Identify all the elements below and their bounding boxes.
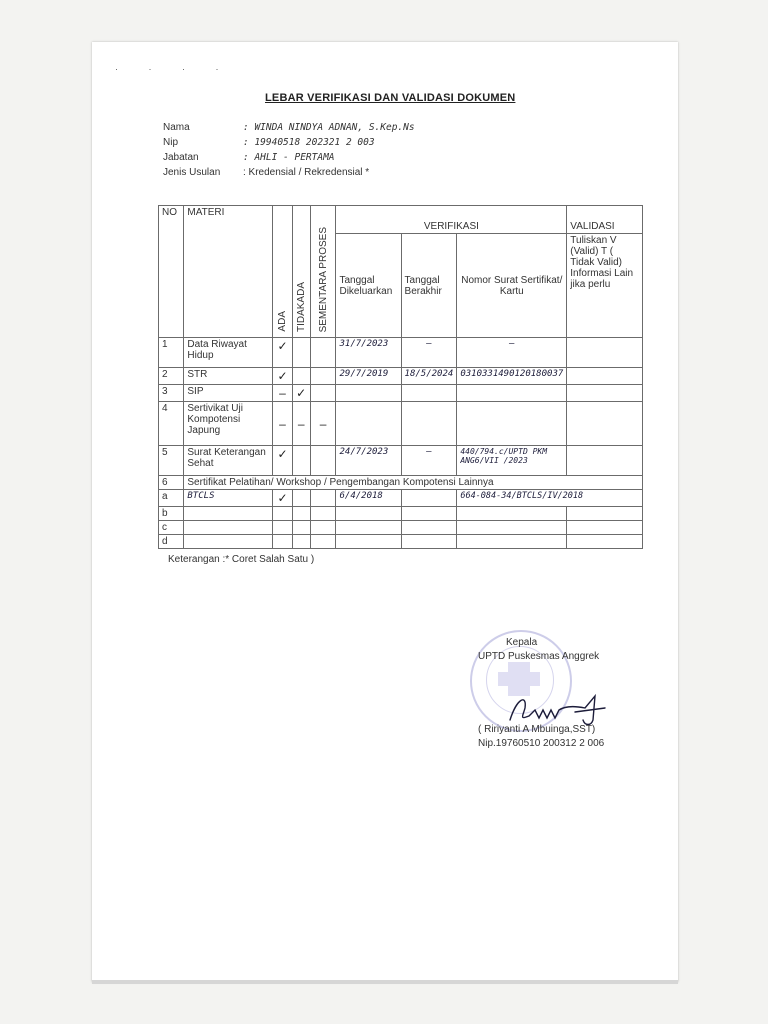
header-nomor: Nomor Surat Sertifikat/ Kartu xyxy=(457,234,567,338)
row-akhir: 18/5/2024 xyxy=(401,368,457,385)
signature-role: Kepala xyxy=(506,637,538,648)
row-tidak: – xyxy=(292,402,310,446)
row-materi: BTCLS xyxy=(184,490,273,507)
row-ada: ✓ xyxy=(273,490,293,507)
row-materi xyxy=(184,521,273,535)
header-sementara-text: SEMENTARA PROSES xyxy=(317,226,329,332)
row-nomor xyxy=(457,402,567,446)
row-materi: Data Riwayat Hidup xyxy=(184,338,273,368)
header-verifikasi: VERIFIKASI xyxy=(336,206,567,234)
row-nomor xyxy=(457,535,567,549)
header-tgl-berakhir: Tanggal Berakhir xyxy=(401,234,457,338)
header-tidakada-text: TIDAKADA xyxy=(295,281,307,332)
page-edge xyxy=(92,980,678,984)
row-ada: ✓ xyxy=(273,338,293,368)
row-materi xyxy=(184,535,273,549)
table-subrow xyxy=(159,490,643,507)
signature-office: UPTD Puskesmas Anggrek xyxy=(478,651,600,662)
row-keluar: 29/7/2019 xyxy=(336,368,401,385)
row-akhir xyxy=(401,521,457,535)
row-proses xyxy=(310,446,336,476)
header-ada xyxy=(273,206,293,338)
table-row xyxy=(159,385,643,402)
row-keluar: 6/4/2018 xyxy=(336,490,401,507)
row-no: 4 xyxy=(159,402,184,446)
info-label: Nip xyxy=(163,137,179,148)
row-proses xyxy=(310,535,336,549)
header-row xyxy=(159,206,643,234)
header-tgl-dikeluarkan: Tanggal Dikeluarkan xyxy=(336,234,401,338)
row-akhir xyxy=(401,507,457,521)
row-keluar xyxy=(336,385,401,402)
row-keluar: 24/7/2023 xyxy=(336,446,401,476)
row-ada xyxy=(273,535,293,549)
row-ada xyxy=(273,507,293,521)
row-proses xyxy=(310,385,336,402)
identity-block xyxy=(163,120,415,180)
row-keluar xyxy=(336,521,401,535)
paper-specks: · · · · xyxy=(115,64,233,74)
table-row xyxy=(159,402,643,446)
row-keluar xyxy=(336,535,401,549)
row-tidak: ✓ xyxy=(292,385,310,402)
row-valid xyxy=(567,368,643,385)
header-ada-text: ADA xyxy=(276,311,288,332)
row-no: 1 xyxy=(159,338,184,368)
row-keluar xyxy=(336,507,401,521)
row-ada: ✓ xyxy=(273,368,293,385)
row-keluar: 31/7/2023 xyxy=(336,338,401,368)
row-materi: Surat Keterangan Sehat xyxy=(184,446,273,476)
footnote: Keterangan :* Coret Salah Satu ) xyxy=(168,554,315,565)
header-materi: MATERI xyxy=(184,206,273,338)
row-ada xyxy=(273,521,293,535)
info-row-jenis-usulan xyxy=(163,165,415,180)
row-materi: Sertivikat Uji Kompotensi Japung xyxy=(184,402,273,446)
header-tidakada xyxy=(292,206,310,338)
row-tidak xyxy=(292,368,310,385)
row-no: b xyxy=(159,507,184,521)
header-validasi-note: Tuliskan V (Valid) T ( Tidak Valid) Informasi Lain jika perlu xyxy=(567,234,643,338)
row-nomor: 440/794.c/UPTD PKM ANG6/VII /2023 xyxy=(457,446,567,476)
row-valid xyxy=(567,338,643,368)
row-tidak xyxy=(292,446,310,476)
row-valid xyxy=(567,521,643,535)
signature-name: ( Ririyanti A Mbuinga,SST) xyxy=(478,724,596,735)
signature-header xyxy=(478,636,599,664)
info-row-nip xyxy=(163,135,415,150)
row-akhir xyxy=(401,535,457,549)
row-nomor xyxy=(457,507,567,521)
document-title: LEBAR VERIFIKASI DAN VALIDASI DOKUMEN xyxy=(265,92,516,104)
row-proses xyxy=(310,521,336,535)
header-sementara xyxy=(310,206,336,338)
info-value: : 19940518 202321 2 003 xyxy=(243,137,375,148)
row-materi: SIP xyxy=(184,385,273,402)
info-row-nama xyxy=(163,120,415,135)
row-no: d xyxy=(159,535,184,549)
row-proses xyxy=(310,490,336,507)
row-proses xyxy=(310,368,336,385)
row-materi xyxy=(184,507,273,521)
row-materi: STR xyxy=(184,368,273,385)
row-ada: – xyxy=(273,385,293,402)
row-valid xyxy=(567,535,643,549)
row-no: 5 xyxy=(159,446,184,476)
row-ada: ✓ xyxy=(273,446,293,476)
info-value: : WINDA NINDYA ADNAN, S.Kep.Ns xyxy=(243,122,415,133)
info-label: Nama xyxy=(163,122,190,133)
signature-nip: Nip.19760510 200312 2 006 xyxy=(478,738,605,749)
row-nomor xyxy=(457,385,567,402)
row-valid xyxy=(567,385,643,402)
row-proses xyxy=(310,507,336,521)
row-proses xyxy=(310,338,336,368)
row-akhir xyxy=(401,402,457,446)
row-tidak xyxy=(292,521,310,535)
info-value: : AHLI - PERTAMA xyxy=(243,152,335,163)
info-label: Jenis Usulan xyxy=(163,167,221,178)
table-subrow xyxy=(159,521,643,535)
row-akhir xyxy=(401,490,457,507)
row-tidak xyxy=(292,338,310,368)
verification-table xyxy=(158,205,643,549)
row-ada: – xyxy=(273,402,293,446)
stamp-emblem xyxy=(498,672,540,686)
row-valid xyxy=(567,402,643,446)
header-validasi: VALIDASI xyxy=(567,206,643,234)
info-label: Jabatan xyxy=(163,152,199,163)
row-nomor xyxy=(457,521,567,535)
table-row xyxy=(159,338,643,368)
row-keluar xyxy=(336,402,401,446)
row-section-title: Sertifikat Pelatihan/ Workshop / Pengembangan Kompotensi Lainnya xyxy=(184,476,643,490)
info-value: : Kredensial / Rekredensial * xyxy=(243,167,370,178)
row-nomor: – xyxy=(457,338,567,368)
row-akhir: – xyxy=(401,446,457,476)
row-tidak xyxy=(292,535,310,549)
table-subrow xyxy=(159,535,643,549)
table-row xyxy=(159,446,643,476)
row-nomor: 664-084-34/BTCLS/IV/2018 xyxy=(457,490,643,507)
row-no: 6 xyxy=(159,476,184,490)
row-proses: – xyxy=(310,402,336,446)
row-no: 3 xyxy=(159,385,184,402)
row-valid xyxy=(567,507,643,521)
row-tidak xyxy=(292,490,310,507)
row-no: 2 xyxy=(159,368,184,385)
row-no: a xyxy=(159,490,184,507)
row-no: c xyxy=(159,521,184,535)
table-subrow xyxy=(159,507,643,521)
info-row-jabatan xyxy=(163,150,415,165)
table-row-section xyxy=(159,476,643,490)
row-akhir xyxy=(401,385,457,402)
header-no: NO xyxy=(159,206,184,338)
row-valid xyxy=(567,446,643,476)
row-akhir: – xyxy=(401,338,457,368)
row-tidak xyxy=(292,507,310,521)
row-nomor: 0310331490120180037 xyxy=(457,368,567,385)
table-row xyxy=(159,368,643,385)
